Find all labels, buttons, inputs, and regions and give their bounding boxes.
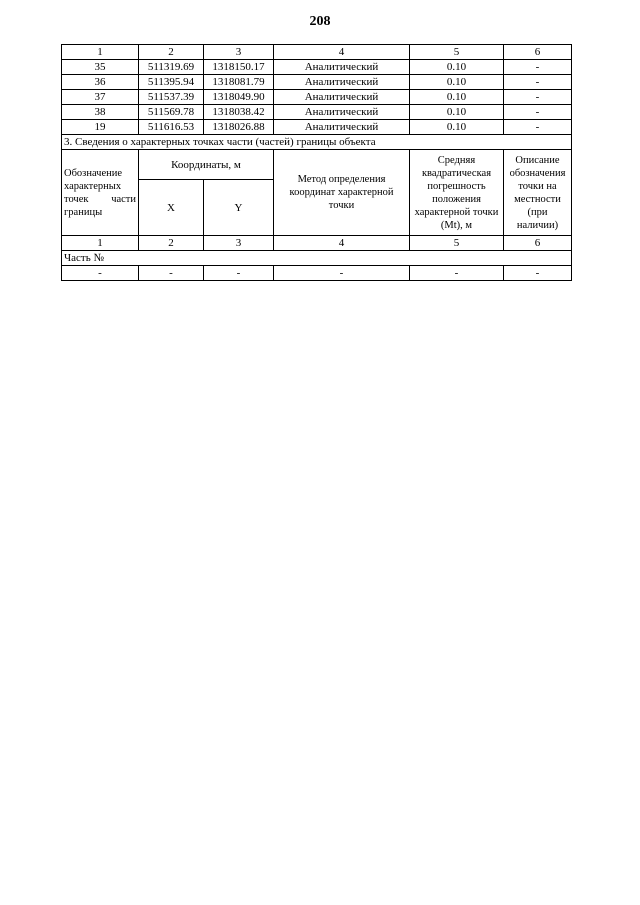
desc-cell: -: [504, 75, 572, 90]
coordinates-header: Координаты, м: [139, 150, 274, 180]
table-row: [62, 60, 572, 75]
method-cell: Аналитический: [274, 120, 410, 135]
y-cell: 1318038.42: [204, 105, 274, 120]
desc-cell: -: [504, 105, 572, 120]
mt-cell: 0.10: [410, 90, 504, 105]
part-label: Часть №: [62, 251, 572, 266]
x-cell: 511616.53: [139, 120, 204, 135]
point-cell: 36: [62, 75, 139, 90]
y-cell: 1318026.88: [204, 120, 274, 135]
table-row: [62, 105, 572, 120]
y-cell: 1318081.79: [204, 75, 274, 90]
y-cell: 1318150.17: [204, 60, 274, 75]
empty-cell: -: [139, 266, 204, 281]
empty-cell: -: [410, 266, 504, 281]
point-cell: 35: [62, 60, 139, 75]
mt-header: Средняя квадратическая погрешность положения характерной точки (Mt), м: [410, 150, 504, 236]
section-title: 3. Сведения о характерных точках части (частей) границы объекта: [62, 135, 572, 150]
mt-cell: 0.10: [410, 75, 504, 90]
mt-cell: 0.10: [410, 60, 504, 75]
col-num-cell: 6: [504, 236, 572, 251]
y-header: Y: [204, 180, 274, 236]
x-cell: 511569.78: [139, 105, 204, 120]
table-row: [62, 266, 572, 281]
col-num-cell: 3: [204, 236, 274, 251]
desc-cell: -: [504, 60, 572, 75]
mt-cell: 0.10: [410, 120, 504, 135]
method-cell: Аналитический: [274, 105, 410, 120]
x-header: X: [139, 180, 204, 236]
col-num-cell: 3: [204, 45, 274, 60]
col-num-cell: 1: [62, 236, 139, 251]
section-title-row: [62, 135, 572, 150]
empty-cell: -: [204, 266, 274, 281]
col-num-cell: 6: [504, 45, 572, 60]
point-cell: 19: [62, 120, 139, 135]
empty-cell: -: [62, 266, 139, 281]
description-header: Описание обозначения точки на местности (при наличии): [504, 150, 572, 236]
column-number-row: [62, 236, 572, 251]
mt-cell: 0.10: [410, 105, 504, 120]
col-num-cell: 5: [410, 45, 504, 60]
part-label-row: [62, 251, 572, 266]
y-cell: 1318049.90: [204, 90, 274, 105]
empty-cell: -: [504, 266, 572, 281]
col-num-cell: 2: [139, 45, 204, 60]
col-num-cell: 1: [62, 45, 139, 60]
col-num-cell: 5: [410, 236, 504, 251]
method-cell: Аналитический: [274, 90, 410, 105]
x-cell: 511395.94: [139, 75, 204, 90]
column-number-row: [62, 45, 572, 60]
point-cell: 37: [62, 90, 139, 105]
empty-cell: -: [274, 266, 410, 281]
x-cell: 511537.39: [139, 90, 204, 105]
x-cell: 511319.69: [139, 60, 204, 75]
col-num-cell: 2: [139, 236, 204, 251]
table-row: [62, 75, 572, 90]
point-cell: 38: [62, 105, 139, 120]
col-num-cell: 4: [274, 45, 410, 60]
desc-cell: -: [504, 120, 572, 135]
table-row: [62, 120, 572, 135]
header-row: [62, 150, 572, 180]
method-header: Метод определения координат характерной точки: [274, 150, 410, 236]
desc-cell: -: [504, 90, 572, 105]
point-designation-header: Обозначение характерных точек части границы: [62, 150, 139, 236]
method-cell: Аналитический: [274, 60, 410, 75]
table-row: [62, 90, 572, 105]
method-cell: Аналитический: [274, 75, 410, 90]
col-num-cell: 4: [274, 236, 410, 251]
page-number: 208: [309, 14, 331, 29]
boundary-points-table: [61, 44, 572, 281]
